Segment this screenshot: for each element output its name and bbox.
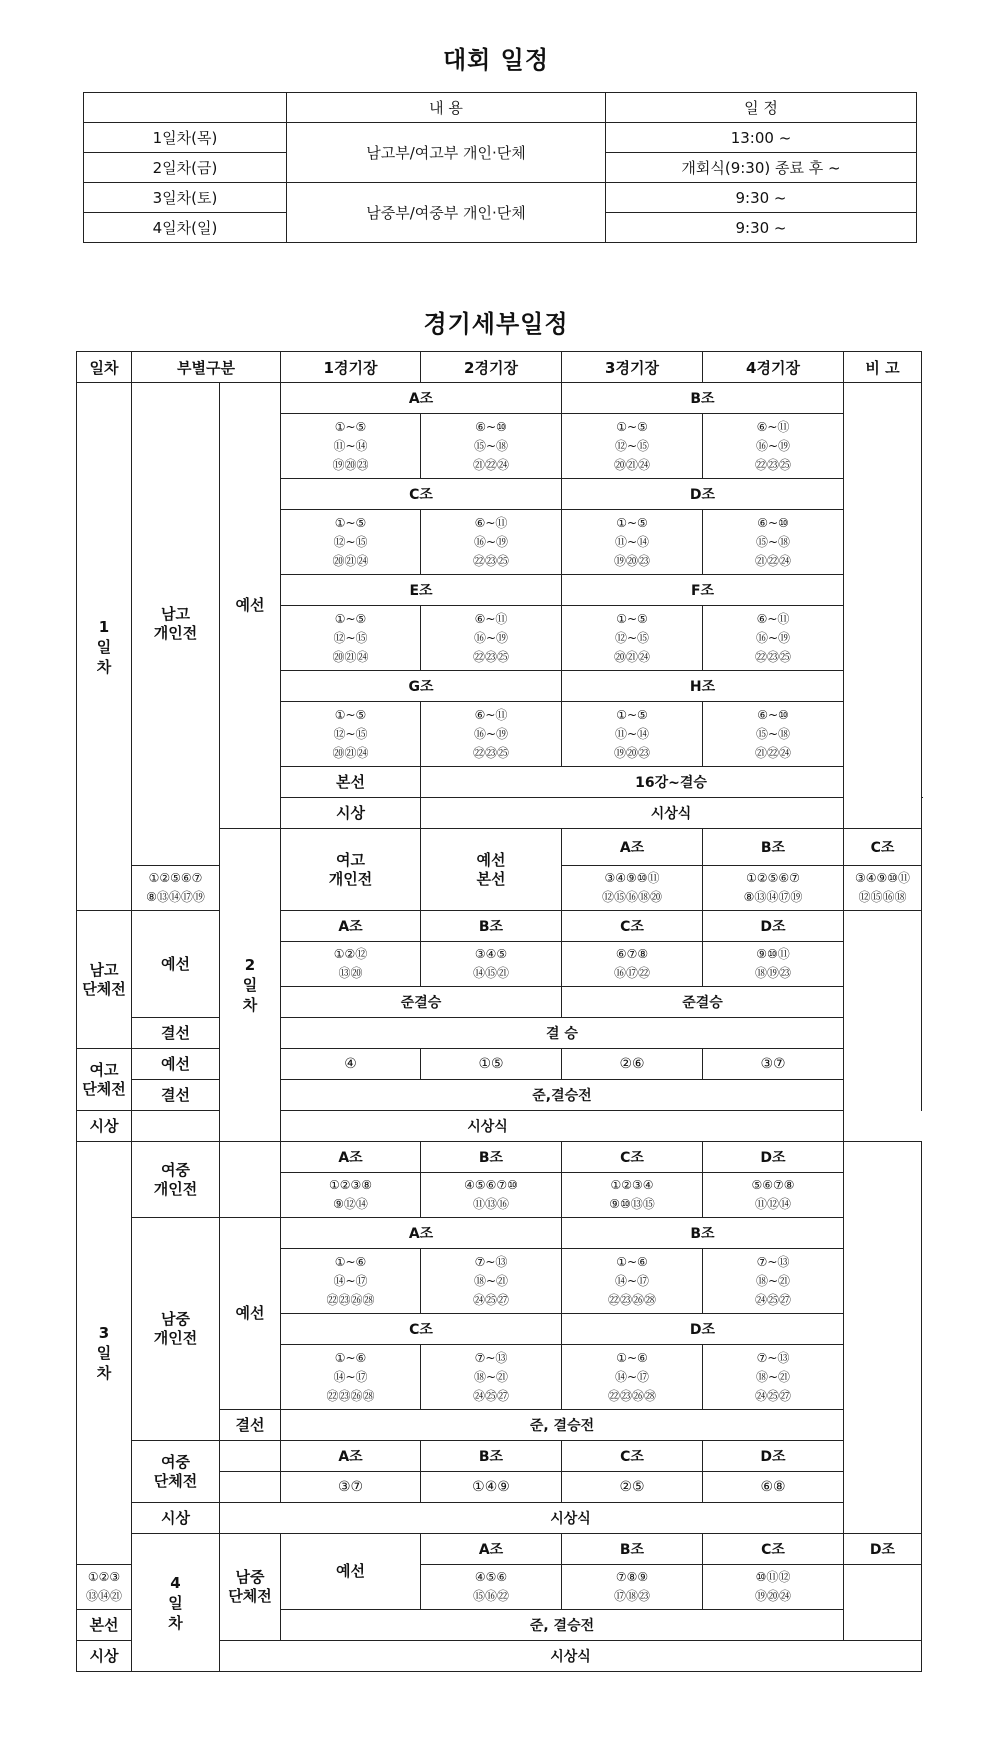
round-label: 결 승	[281, 1018, 844, 1049]
player-numbers: ②⑥	[562, 1049, 703, 1080]
header-venue-4: 4경기장	[703, 352, 844, 383]
summary-header-content: 내 용	[287, 93, 606, 123]
player-numbers: ⑦~⑬ ⑱~㉑ ㉔㉕㉗	[703, 1345, 844, 1410]
division-label: 여고 단체전	[77, 1049, 132, 1111]
division-label: 남중 단체전	[220, 1534, 281, 1641]
table-row	[77, 1142, 922, 1173]
stage-label: 결선	[132, 1018, 220, 1049]
group-label: G조	[281, 671, 562, 702]
header-venue-2: 2경기장	[421, 352, 562, 383]
header-venue-3: 3경기장	[562, 352, 703, 383]
group-label: D조	[562, 1314, 844, 1345]
round-label: 준결승	[281, 987, 562, 1018]
stage-label: 예선	[220, 383, 281, 829]
stage-label	[220, 1441, 281, 1472]
table-row	[77, 1111, 922, 1142]
group-label: C조	[703, 1534, 844, 1565]
player-numbers: ②⑤	[562, 1472, 703, 1503]
round-label: 준결승	[562, 987, 844, 1018]
award-ceremony: 시상식	[220, 1641, 922, 1672]
summary-day: 4일차(일)	[84, 213, 287, 243]
player-numbers: ⑥~⑪ ⑯~⑲ ㉒㉓㉕	[703, 414, 844, 479]
player-numbers: ④⑤⑥⑦⑩ ⑪⑬⑯	[421, 1173, 562, 1218]
player-numbers: ⑦~⑬ ⑱~㉑ ㉔㉕㉗	[703, 1249, 844, 1314]
division-label: 남중 개인전	[132, 1218, 220, 1441]
table-row	[77, 1534, 922, 1565]
table-row	[77, 1441, 922, 1472]
table-row	[77, 1049, 922, 1080]
group-label: C조	[562, 1142, 703, 1173]
summary-content: 남고부/여고부 개인·단체	[287, 123, 606, 183]
summary-row	[84, 183, 917, 213]
summary-time: 13:00 ~	[606, 123, 917, 153]
summary-header-time: 일 정	[606, 93, 917, 123]
stage-label: 결선	[220, 1410, 281, 1441]
player-numbers: ⑥⑦⑧ ⑯⑰㉒	[562, 942, 703, 987]
player-numbers: ⑥⑧	[703, 1472, 844, 1503]
division-label: 여중 개인전	[132, 1142, 220, 1218]
division-label: 여중 단체전	[132, 1441, 220, 1503]
schedule-title: 대회 일정	[442, 46, 550, 74]
player-numbers: ⑥~⑩ ⑮~⑱ ㉑㉒㉔	[421, 414, 562, 479]
division-label: 남고 단체전	[77, 911, 132, 1049]
player-numbers: ③④⑨⑩⑪ ⑫⑮⑯⑱⑳	[562, 866, 703, 911]
group-label: B조	[421, 1441, 562, 1472]
detail-header-row	[77, 352, 922, 383]
detail-title: 경기세부일정	[423, 310, 569, 338]
player-numbers: ⑥~⑪ ⑯~⑲ ㉒㉓㉕	[421, 510, 562, 575]
day-label: 1 일 차	[77, 383, 132, 911]
player-numbers: ⑦~⑬ ⑱~㉑ ㉔㉕㉗	[421, 1345, 562, 1410]
header-day: 일차	[77, 352, 132, 383]
summary-day: 3일차(토)	[84, 183, 287, 213]
player-numbers: ⑥~⑩ ⑮~⑱ ㉑㉒㉔	[703, 510, 844, 575]
round-label: 16강~결승	[421, 767, 922, 798]
player-numbers: ①~⑥ ⑭~⑰ ㉒㉓㉖㉘	[281, 1249, 421, 1314]
group-label: D조	[562, 479, 844, 510]
player-numbers: ①~⑥ ⑭~⑰ ㉒㉓㉖㉘	[562, 1249, 703, 1314]
player-numbers: ①②③④ ⑨⑩⑬⑮	[562, 1173, 703, 1218]
player-numbers: ①~⑤ ⑪~⑭ ⑲⑳㉓	[562, 510, 703, 575]
group-label: C조	[281, 1314, 562, 1345]
summary-header-row	[84, 93, 917, 123]
group-label: A조	[281, 1441, 421, 1472]
header-remarks: 비 고	[844, 352, 922, 383]
table-row	[77, 1503, 922, 1534]
stage-label	[220, 1142, 281, 1218]
group-label: E조	[281, 575, 562, 606]
group-label: B조	[562, 1534, 703, 1565]
group-label: A조	[281, 1142, 421, 1173]
player-numbers: ⑦~⑬ ⑱~㉑ ㉔㉕㉗	[421, 1249, 562, 1314]
group-label: D조	[703, 1441, 844, 1472]
group-label: B조	[562, 383, 844, 414]
summary-day: 2일차(금)	[84, 153, 287, 183]
award-ceremony: 시상식	[220, 1503, 922, 1534]
player-numbers: ①④⑨	[421, 1472, 562, 1503]
table-row	[77, 1080, 922, 1111]
award-label: 시상	[77, 1111, 132, 1142]
player-numbers: ③④⑨⑩⑪ ⑫⑮⑯⑱	[844, 866, 922, 911]
award-label: 시상	[132, 1503, 220, 1534]
summary-time: 9:30 ~	[606, 213, 917, 243]
group-label: A조	[281, 1218, 562, 1249]
day-label: 2 일 차	[220, 829, 281, 1142]
remarks-cell	[844, 383, 922, 829]
player-numbers: ①~⑤ ⑫~⑮ ⑳㉑㉔	[562, 414, 703, 479]
table-row	[77, 911, 922, 942]
summary-time: 9:30 ~	[606, 183, 917, 213]
player-numbers: ①②③ ⑬⑭㉑	[77, 1565, 132, 1610]
day-label: 3 일 차	[77, 1142, 132, 1565]
stage-label: 예선	[132, 1049, 220, 1080]
player-numbers: ③⑦	[281, 1472, 421, 1503]
group-label: A조	[281, 911, 421, 942]
header-venue-1: 1경기장	[281, 352, 421, 383]
player-numbers: ①~⑤ ⑫~⑮ ⑳㉑㉔	[281, 702, 421, 767]
player-numbers: ①~⑤ ⑫~⑮ ⑳㉑㉔	[562, 606, 703, 671]
day-label: 4 일 차	[132, 1534, 220, 1672]
round-label: 준,결승전	[281, 1080, 844, 1111]
division-label: 여고 개인전	[281, 829, 421, 911]
summary-header-blank	[84, 93, 287, 123]
stage-label: 본선	[281, 767, 421, 798]
table-row	[77, 383, 922, 414]
player-numbers: ⑩⑪⑫ ⑲⑳㉔	[703, 1565, 844, 1610]
group-label: D조	[844, 1534, 922, 1565]
player-numbers: ①~⑤ ⑫~⑮ ⑳㉑㉔	[281, 510, 421, 575]
stage-label: 예선	[220, 1218, 281, 1410]
group-label: A조	[421, 1534, 562, 1565]
table-row	[77, 1218, 922, 1249]
player-numbers: ①~⑥ ⑭~⑰ ㉒㉓㉖㉘	[281, 1345, 421, 1410]
player-numbers: ①~⑥ ⑭~⑰ ㉒㉓㉖㉘	[562, 1345, 703, 1410]
player-numbers: ⑥~⑩ ⑮~⑱ ㉑㉒㉔	[703, 702, 844, 767]
summary-time: 개회식(9:30) 종료 후 ~	[606, 153, 917, 183]
stage-label: 본선	[77, 1610, 132, 1641]
group-label: H조	[562, 671, 844, 702]
round-label: 준, 결승전	[281, 1610, 844, 1641]
remarks-cell	[844, 1142, 922, 1534]
player-numbers: ⑥~⑪ ⑯~⑲ ㉒㉓㉕	[703, 606, 844, 671]
group-label: B조	[562, 1218, 844, 1249]
stage-label: 예선 본선	[421, 829, 562, 911]
group-label: B조	[421, 911, 562, 942]
stage-label	[220, 1472, 281, 1503]
header-division: 부별구분	[132, 352, 281, 383]
player-numbers: ④⑤⑥ ⑮⑯㉒	[421, 1565, 562, 1610]
award-label: 시상	[77, 1641, 132, 1672]
player-numbers: ⑤⑥⑦⑧ ⑪⑫⑭	[703, 1173, 844, 1218]
stage-label: 예선	[281, 1534, 421, 1610]
competition-schedule-table	[83, 92, 917, 243]
player-numbers: ⑦⑧⑨ ⑰⑱㉓	[562, 1565, 703, 1610]
player-numbers: ①②⑤⑥⑦ ⑧⑬⑭⑰⑲	[132, 866, 220, 911]
award-ceremony: 시상식	[421, 798, 922, 829]
stage-label: 결선	[132, 1080, 220, 1111]
player-numbers: ①~⑤ ⑪~⑭ ⑲⑳㉓	[281, 414, 421, 479]
group-label: D조	[703, 1142, 844, 1173]
group-label: A조	[562, 829, 703, 866]
summary-day: 1일차(목)	[84, 123, 287, 153]
player-numbers: ①②⑫ ⑬⑳	[281, 942, 421, 987]
summary-content: 남중부/여중부 개인·단체	[287, 183, 606, 243]
group-label: B조	[421, 1142, 562, 1173]
group-label: A조	[281, 383, 562, 414]
division-label: 남고 개인전	[132, 383, 220, 866]
award-ceremony: 시상식	[132, 1111, 844, 1142]
player-numbers: ④	[281, 1049, 421, 1080]
stage-label: 예선	[132, 911, 220, 1018]
round-label: 준, 결승전	[281, 1410, 844, 1441]
group-label: C조	[562, 1441, 703, 1472]
summary-row	[84, 123, 917, 153]
player-numbers: ①~⑤ ⑪~⑭ ⑲⑳㉓	[562, 702, 703, 767]
player-numbers: ①~⑤ ⑫~⑮ ⑳㉑㉔	[281, 606, 421, 671]
group-label: D조	[703, 911, 844, 942]
player-numbers: ①②⑤⑥⑦ ⑧⑬⑭⑰⑲	[703, 866, 844, 911]
player-numbers: ⑥~⑪ ⑯~⑲ ㉒㉓㉕	[421, 606, 562, 671]
player-numbers: ⑥~⑪ ⑯~⑲ ㉒㉓㉕	[421, 702, 562, 767]
player-numbers: ③④⑤ ⑭⑮㉑	[421, 942, 562, 987]
player-numbers: ①②③⑧ ⑨⑫⑭	[281, 1173, 421, 1218]
table-row	[77, 1018, 922, 1049]
group-label: C조	[281, 479, 562, 510]
group-label: B조	[703, 829, 844, 866]
detailed-schedule-table	[76, 351, 922, 1672]
award-label: 시상	[281, 798, 421, 829]
group-label: F조	[562, 575, 844, 606]
group-label: C조	[562, 911, 703, 942]
player-numbers: ①⑤	[421, 1049, 562, 1080]
player-numbers: ⑨⑩⑪ ⑱⑲㉓	[703, 942, 844, 987]
player-numbers: ③⑦	[703, 1049, 844, 1080]
group-label: C조	[844, 829, 922, 866]
